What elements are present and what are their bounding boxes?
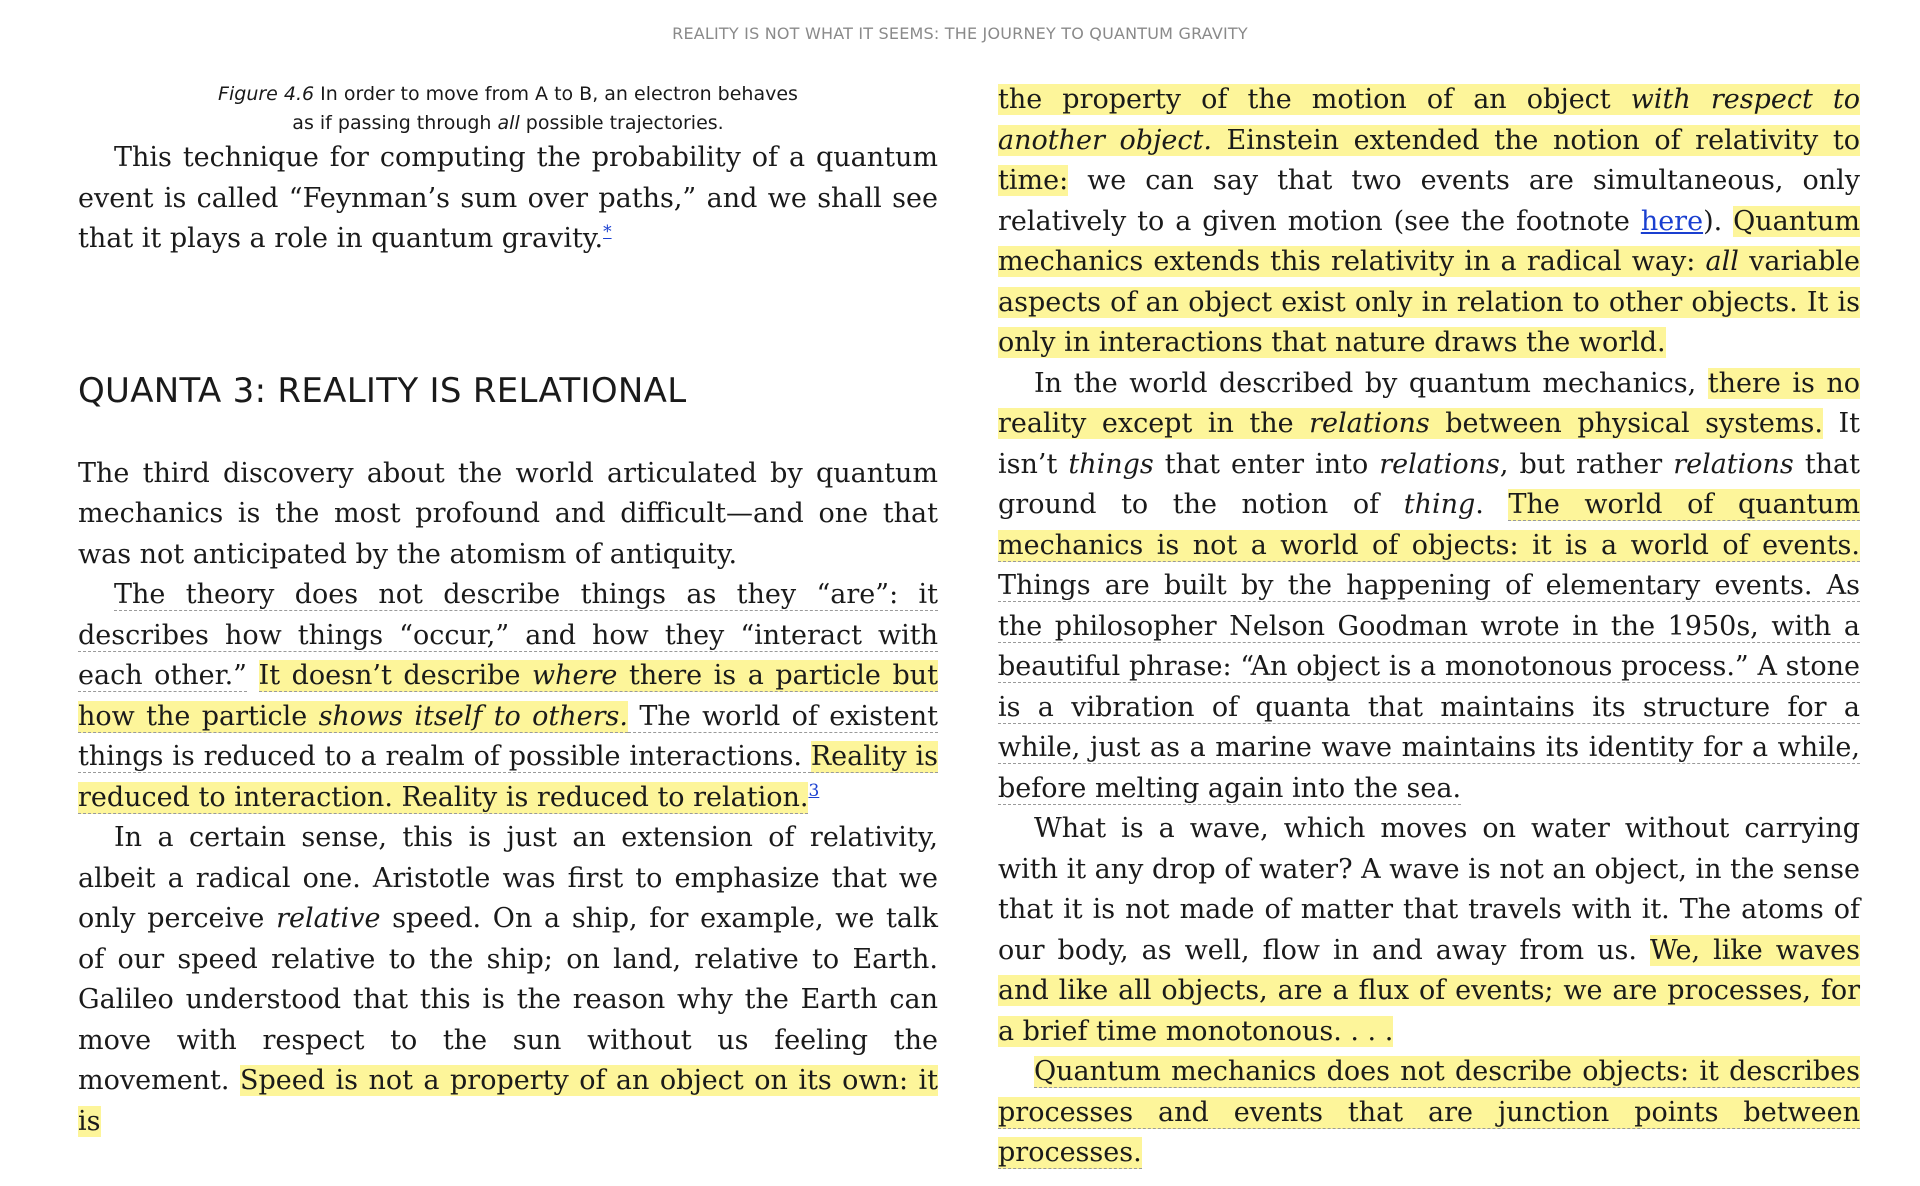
paragraph-text: we can say that two events are simultaneous, only relatively to a given motion (see the footnote (998, 165, 1860, 237)
paragraph-text: It isn’t (998, 408, 1860, 480)
highlight-text: Quantum mechanics extends this relativity in a radical way: (998, 205, 1860, 277)
emphasis: all (1705, 246, 1739, 277)
paragraph (78, 818, 938, 1142)
caption-emphasis: all (497, 112, 520, 134)
highlight-text: Einstein extended the notion of relativity to time: (998, 124, 1860, 196)
paragraph-text: . (1475, 489, 1509, 520)
figure-label: Figure 4.6 (218, 83, 315, 105)
emphasis: shows itself to others. (318, 700, 628, 732)
footnote-link[interactable]: * (603, 222, 612, 242)
highlight-text: there is a particle but how the particle (78, 660, 938, 732)
paragraph-text: that enter into (1153, 448, 1380, 480)
figure-caption (78, 80, 938, 138)
popular-highlight-text[interactable]: The theory does not describe things as they “are”: it describes how things “occur,” and how they “interact with each other.” (78, 579, 938, 691)
highlight[interactable]: Reality is reduced to interaction. Reality is reduced to relation. (78, 741, 938, 813)
paragraph (78, 575, 938, 818)
caption-text: as if passing through (292, 112, 498, 134)
paragraph (998, 364, 1860, 810)
highlight-text: the property of the motion of an object (998, 84, 1631, 115)
highlight-text: It doesn’t describe (258, 660, 533, 691)
highlight[interactable]: We, like waves and like all objects, are a flux of events; we are processes, for a brief time monotonous. . . . (998, 934, 1860, 1047)
emphasis: with respect to another object. (998, 84, 1860, 156)
section-heading: QUANTA 3: REALITY IS RELATIONAL (78, 370, 687, 411)
emphasis: things (1068, 448, 1154, 480)
paragraph-text: , but rather (1499, 448, 1674, 480)
highlight[interactable]: The world of quantum mechanics is not a world of objects: it is a world of events. (998, 489, 1860, 561)
highlight-text: variable aspects of an object exist only in relation to other objects. It is only in interactions that nature draws the world. (998, 246, 1860, 358)
footnote-link[interactable]: 3 (808, 780, 820, 801)
paragraph-text: ). (1703, 205, 1734, 237)
paragraph (998, 1052, 1860, 1174)
emphasis: relative (276, 903, 381, 934)
highlight[interactable]: Speed is not a property of an object on its own: it is (78, 1065, 939, 1137)
popular-highlight-text[interactable]: Things are built by the happening of elementary events. As the philosopher Nelson Goodman wrote in the 1950s, with a beautiful phrase: “An object is a monotonous process.” A stone is a vibration of quanta that maintains its structure for a while, just as a marine wave maintains its identity for a while, before melting again into the sea. (998, 570, 1860, 804)
paragraph-text: What is a wave, which moves on water without carrying with it any drop of water? A wave is not an object, in the sense that it is not made of matter that travels with it. The atoms of our body, as well, flow in and away from us. (998, 813, 1860, 966)
highlight-text: between physical systems. (1429, 408, 1823, 439)
paragraph (998, 809, 1860, 1052)
paragraph-text: This technique for computing the probability of a quantum event is called “Feynman’s sum over paths,” and we shall see that it plays a role in quantum gravity. (78, 142, 938, 254)
emphasis: thing (1403, 489, 1476, 520)
emphasis: where (532, 660, 618, 691)
book-title-header: REALITY IS NOT WHAT IT SEEMS: THE JOURNEY TO QUANTUM GRAVITY (672, 24, 1248, 43)
footnote-here-link[interactable]: here (1640, 205, 1704, 237)
paragraph-text: that ground to the notion of (998, 448, 1861, 520)
caption-text: In order to move from A to B, an electron behaves (314, 83, 798, 105)
paragraph-text: speed. On a ship, for example, we talk of our speed relative to the ship; on land, relative to Earth. Galileo understood that this is the reason why the Earth can move with respect to the sun without us feeling the movement. (78, 903, 938, 1096)
emphasis: relations (1309, 408, 1430, 439)
caption-text: possible trajectories. (519, 112, 724, 134)
paragraph (78, 138, 938, 260)
paragraph-text: In a certain sense, this is just an extension of relativity, albeit a radical one. Aristotle was first to emphasize that we only perceive (78, 822, 938, 934)
right-column (998, 80, 1860, 1174)
highlight[interactable]: Quantum mechanics does not describe objects: it describes processes and events that are junction points between processes. (998, 1056, 1860, 1168)
paragraph-text: In the world described by quantum mechanics, (1034, 367, 1708, 399)
paragraph (998, 80, 1860, 364)
emphasis: relations (1673, 448, 1794, 480)
emphasis: relations (1379, 448, 1500, 480)
highlight-text: there is no reality except in the (998, 367, 1861, 439)
popular-highlight-text[interactable]: The world of existent things is reduced to a realm of possible interactions. (78, 700, 938, 772)
paragraph: The third discovery about the world articulated by quantum mechanics is the most profound and difficult—and one that was not anticipated by the atomism of antiquity. (78, 457, 938, 570)
left-column (78, 80, 938, 1142)
